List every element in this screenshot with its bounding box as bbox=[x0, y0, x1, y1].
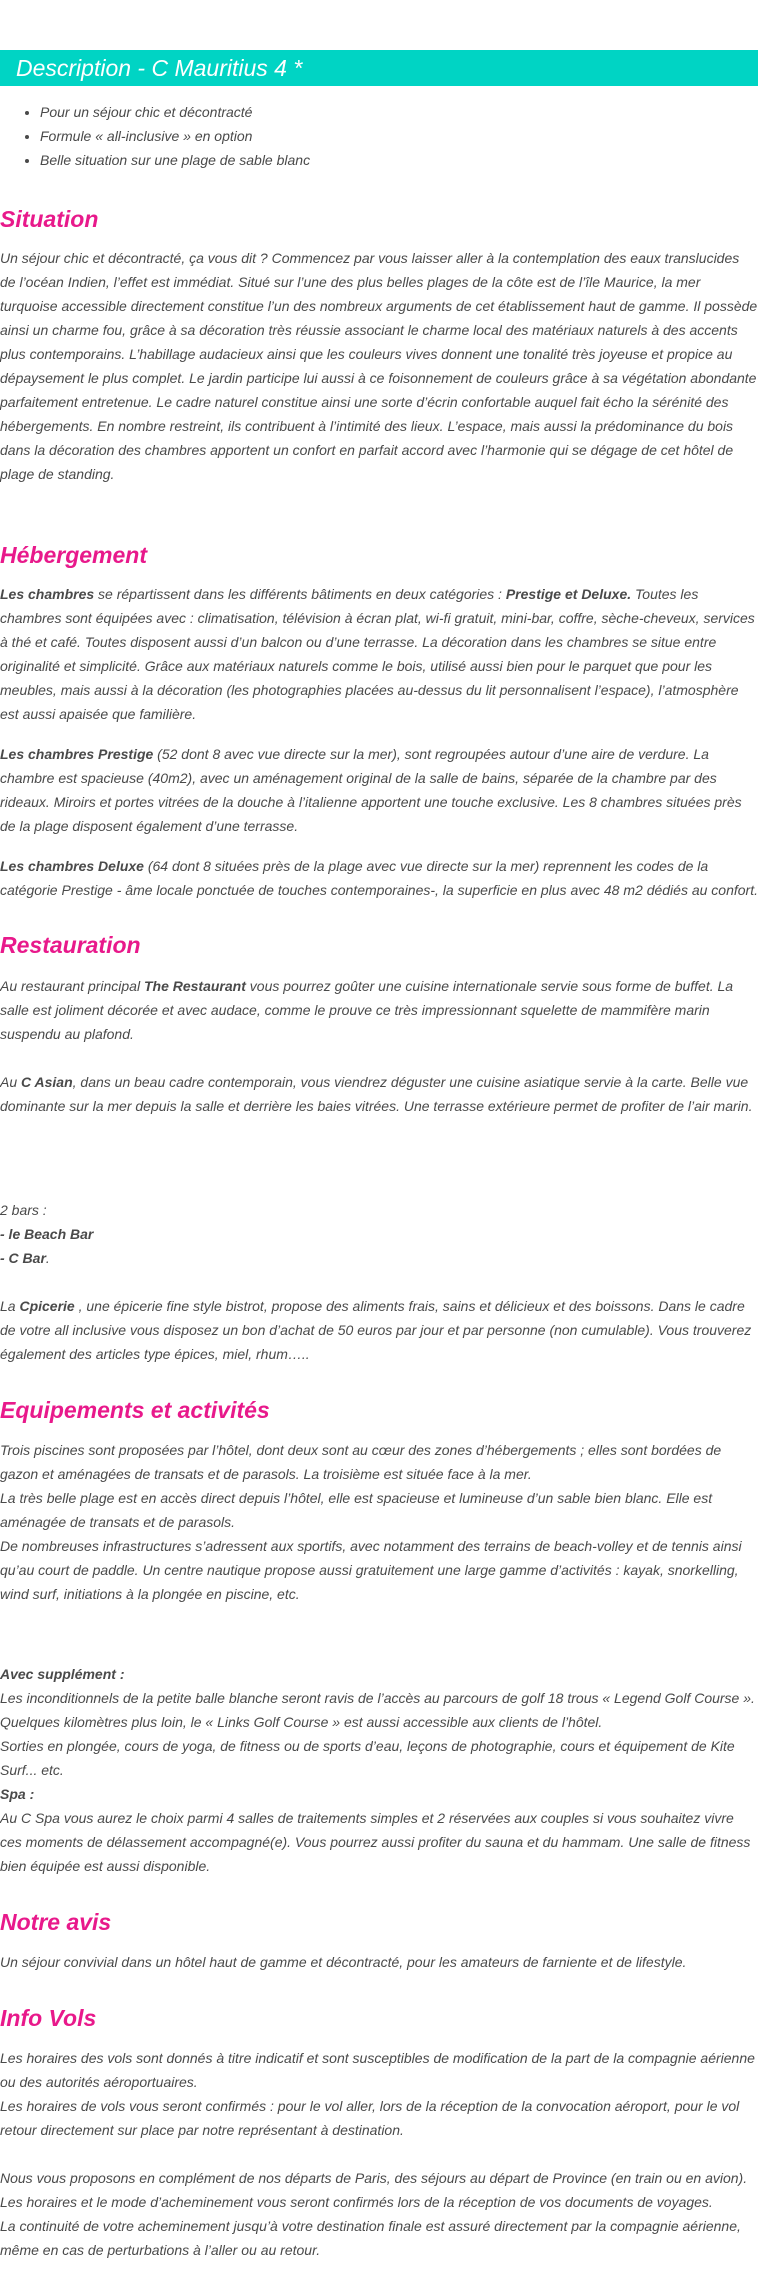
section-title-equipements: Equipements et activités bbox=[0, 1397, 270, 1423]
vols-paragraph-2: Les horaires de vols vous seront confirmés : pour le vol aller, lors de la réception de la convocation aéroport, pour le vol retour directement sur place par notre représentant à destination. bbox=[0, 2098, 740, 2138]
text: La bbox=[0, 1298, 20, 1314]
avis-text: Un séjour convivial dans un hôtel haut de gamme et décontracté, pour les amateurs de farniente et de lifestyle. bbox=[0, 1954, 687, 1970]
bold-text: Avec supplément : bbox=[0, 1666, 125, 1682]
section-title-hebergement: Hébergement bbox=[0, 542, 147, 568]
text: , une épicerie fine style bistrot, propose des aliments frais, sains et délicieux et des boissons. Dans le cadre de votre all inclusive vous disposez un bon d’achat de 50 euros par jour et par personne (non cumulable). Vous trouverez également des articles type épices, miel, rhum….. bbox=[0, 1298, 752, 1362]
restauration-paragraph-3 bbox=[0, 1294, 758, 1366]
bold-text: - C Bar bbox=[0, 1250, 46, 1266]
vols-paragraph-3: Nous vous proposons en complément de nos départs de Paris, des séjours au départ de Province (en train ou en avion). bbox=[0, 2170, 748, 2186]
bold-text: Les chambres bbox=[0, 586, 95, 602]
bold-text: Les chambres Prestige bbox=[0, 746, 154, 762]
section-title-situation: Situation bbox=[0, 206, 99, 232]
list-item: • Formule « all-inclusive » en option bbox=[40, 124, 310, 148]
supplement-label bbox=[0, 1662, 758, 1686]
text: Au restaurant principal bbox=[0, 978, 144, 994]
list-item: • Belle situation sur une plage de sable blanc bbox=[40, 148, 310, 172]
section-title-avis: Notre avis bbox=[0, 1909, 112, 1935]
spa-text: Au C Spa vous aurez le choix parmi 4 salles de traitements simples et 2 réservées aux couples si vous souhaitez vivre ces moments de délassement accompagné(e). Vous pourrez aussi profiter du sauna et du hammam. Une salle de fitness bien équipée est aussi disponible. bbox=[0, 1810, 751, 1874]
hebergement-paragraph-2 bbox=[0, 742, 758, 838]
vols-paragraph-5: La continuité de votre acheminement jusqu’à votre destination finale est assuré directement par la compagnie aérienne, même en cas de perturbations à l’aller ou au retour. bbox=[0, 2218, 741, 2258]
text: vous pourrez goûter une cuisine internationale servie sous forme de buffet. La salle est joliment décorée et avec audace, comme le prouve ce très impressionnant squelette de mammifère marin suspendu au plafond. bbox=[0, 978, 734, 1042]
spa-label bbox=[0, 1782, 758, 1806]
text: . bbox=[45, 1250, 50, 1266]
bars-label: 2 bars : bbox=[0, 1202, 47, 1218]
supplement-activities: Sorties en plongée, cours de yoga, de fitness ou de sports d’eau, leçons de photographie, cours et équipement de Kite Surf... etc. bbox=[0, 1738, 735, 1778]
page-title: Description - C Mauritius 4 * bbox=[16, 55, 303, 81]
hebergement-paragraph-1 bbox=[0, 582, 758, 726]
equipements-paragraph-3: De nombreuses infrastructures s’adressent aux sportifs, avec notamment des terrains de beach-volley et de tennis ainsi qu’au court de paddle. Un centre nautique propose aussi gratuitement une large gamme d’activités : kayak, snorkelling, wind surf, initiations à la plongée en piscine, etc. bbox=[0, 1538, 742, 1602]
hebergement-paragraph-3 bbox=[0, 854, 758, 902]
restauration-paragraph-1 bbox=[0, 974, 758, 1046]
section-title-restauration: Restauration bbox=[0, 932, 141, 958]
bold-text: The Restaurant bbox=[143, 978, 246, 994]
vols-paragraph-4: Les horaires et le mode d’acheminement vous seront confirmés lors de la réception de vos documents de voyages. bbox=[0, 2194, 713, 2210]
bold-text: Les chambres Deluxe bbox=[0, 858, 144, 874]
bar-item bbox=[0, 1222, 758, 1246]
bold-text: Prestige et Deluxe. bbox=[505, 586, 632, 602]
text: (52 dont 8 avec vue directe sur la mer), sont regroupées autour d’une aire de verdure. La chambre est spacieuse (40m2), avec un aménagement original de la salle de bains, séparée de la chambre par des rideaux. Miroirs et portes vitrées de la douche à l’italienne apportent une touche exclusive. Les 8 chambres situées près de la plage disposent également d’une terrasse. bbox=[0, 746, 742, 834]
bar-item bbox=[0, 1246, 758, 1270]
equipements-paragraph-1: Trois piscines sont proposées par l’hôtel, dont deux sont au cœur des zones d’hébergements ; elles sont bordées de gazon et aménagées de transats et de parasols. La troisième est située face à la mer. bbox=[0, 1442, 722, 1482]
text: se répartissent dans les différents bâtiments en deux catégories : bbox=[94, 586, 506, 602]
vols-paragraph-1: Les horaires des vols sont donnés à titre indicatif et sont susceptibles de modification de la part de la compagnie aérienne ou des autorités aéroportuaires. bbox=[0, 2050, 755, 2090]
text: (64 dont 8 situées près de la plage avec vue directe sur la mer) reprennent les codes de la catégorie Prestige - âme locale ponctuée de touches contemporaines-, la superficie en plus avec 48 m2 dédiés au confort. bbox=[0, 858, 758, 898]
bold-text: - le Beach Bar bbox=[0, 1226, 94, 1242]
situation-text: Un séjour chic et décontracté, ça vous dit ? Commencez par vous laisser aller à la contemplation des eaux translucides de l’océan Indien, l’effet est immédiat. Situé sur l’une des plus belles plages de la côte est de l’île Maurice, la mer turquoise accessible directement constitue l’un des nombreux arguments de cet établissement haut de gamme. Il possède ainsi un charme fou, grâce à sa décoration très réussie associant le charme local des matériaux naturels à des accents plus contemporains. L’habillage audacieux ainsi que les couleurs vives donnent une tonalité très joyeuse et propice au dépaysement le plus complet. Le jardin participe lui aussi à ce foisonnement de couleurs grâce à sa végétation abondante parfaitement entretenue. Le cadre naturel constitue ainsi une sorte d’écrin confortable auquel fait écho la sérénité des hébergements. En nombre restreint, ils contribuent à l’intimité des lieux. L’espace, mais aussi la prédominance du bois dans la décoration des chambres apportent un confort en parfait accord avec l’harmonie qui se dégage de cet hôtel de plage de standing. bbox=[0, 250, 758, 482]
supplement-golf-2: Quelques kilomètres plus loin, le « Links Golf Course » est aussi accessible aux clients de l’hôtel. bbox=[0, 1714, 603, 1730]
bold-text: Cpicerie bbox=[19, 1298, 75, 1314]
section-title-vols: Info Vols bbox=[0, 2005, 97, 2031]
text: , dans un beau cadre contemporain, vous viendrez déguster une cuisine asiatique servie à la carte. Belle vue dominante sur la mer depuis la salle et derrière les baies vitrées. Une terrasse extérieure permet de profiter de l’air marin. bbox=[0, 1074, 753, 1114]
supplement-golf-1: Les inconditionnels de la petite balle blanche seront ravis de l’accès au parcours de golf 18 trous « Legend Golf Course ». bbox=[0, 1690, 755, 1706]
title-banner bbox=[0, 50, 758, 86]
bold-text: Spa : bbox=[0, 1786, 35, 1802]
equipements-paragraph-2: La très belle plage est en accès direct depuis l’hôtel, elle est spacieuse et lumineuse d’un sable bien blanc. Elle est aménagée de transats et de parasols. bbox=[0, 1490, 713, 1530]
highlights-list bbox=[0, 100, 310, 172]
text: Toutes les chambres sont équipées avec : climatisation, télévision à écran plat, wi-fi gratuit, mini-bar, coffre, sèche-cheveux, services à thé et café. Toutes disposent aussi d’un balcon ou d’une terrasse. La décoration dans les chambres se situe entre originalité et simplicité. Grâce aux matériaux naturels comme le bois, utilisé aussi bien pour le parquet que pour les meubles, mais aussi à la décoration (les photographies placées au-dessus du lit personnalisent l’espace), l’atmosphère est aussi apaisée que familière. bbox=[0, 586, 755, 722]
list-item: • Pour un séjour chic et décontracté bbox=[40, 100, 310, 124]
text: Au bbox=[0, 1074, 22, 1090]
restauration-paragraph-2 bbox=[0, 1070, 758, 1118]
bold-text: C Asian bbox=[21, 1074, 73, 1090]
